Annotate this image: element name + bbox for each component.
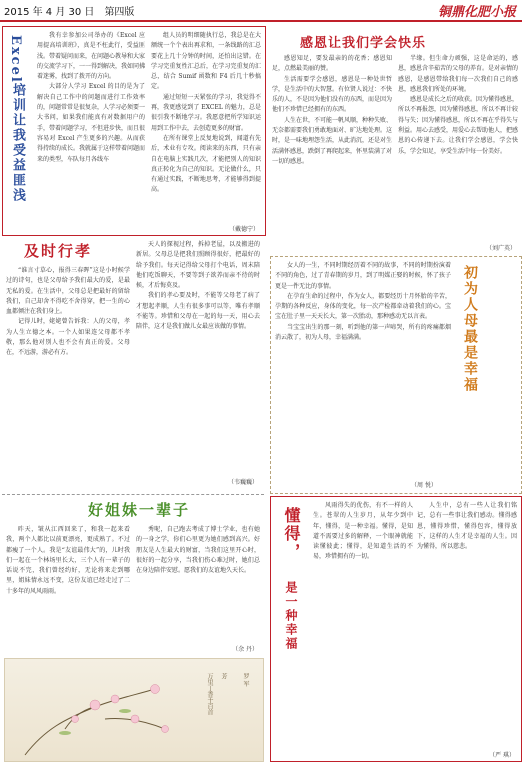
sisters-article bbox=[2, 494, 264, 655]
excel-article-title-2: 培训让我受益匪浅 bbox=[10, 83, 25, 203]
issue-date: 2015 年 4 月 30 日 第四版 bbox=[4, 7, 135, 18]
gratitude-author: （刘广英） bbox=[485, 245, 516, 252]
motherhood-title: 初为人母最是幸福 bbox=[462, 265, 478, 393]
page-header bbox=[0, 0, 522, 22]
understanding-author: （严 琪） bbox=[489, 752, 515, 759]
understanding-title: 懂得， bbox=[282, 507, 301, 561]
painting-image bbox=[4, 658, 264, 762]
understanding-col2: 人生中，总有一些人让我们铭记，总有一些事让我们感动。懂得感恩，懂得珍惜，懂得包容，懂得放下，这样的人生才是幸福的人生。因为懂得，所以慈悲。 bbox=[417, 502, 517, 551]
understanding-title-2: 是一种幸福 bbox=[284, 581, 298, 651]
gratitude-title: 感恩让我们学会快乐 bbox=[300, 36, 427, 51]
sisters-col1: 昨天，皱从江西回来了，和我一起来看我，两个人都比以前更漂亮，更成熟了。不过都瘦了一个人。我是“友谊最伟大”的，儿时我们一起在一个林场里长大，三个人有一辈子的话说不完，我们曾经约好，无论将来走到哪里，姐妹情永远不变，这份友谊已经走过了二十多年的风风雨雨。 bbox=[6, 526, 130, 595]
filial-article bbox=[2, 238, 264, 490]
excel-article-title: Excel bbox=[8, 35, 23, 84]
newspaper-logo: 铜鼎化肥小报 bbox=[437, 5, 516, 20]
gratitude-col1: 感恩知足，要发最亲的的花香；感恩知足，点燃最美丽的赞。 生活需要学会感恩，感恩是一种处世哲学，是生活中的大智慧。有位贤人说过：不快乐的人，不是因为他们没有的东西，而是因为他们不珍惜已经拥有的东西。 人生在世，不可能一帆风顺，种种失败、无奈都需要我们勇敢地面对、旷达地处理。这时，是一味地埋怨生活，从此消沉，还是对生活满怀感恩，跌倒了再爬起来，怀里装满了对一切的感恩。 bbox=[272, 55, 393, 165]
painting-credit: 罗 军 bbox=[242, 673, 249, 687]
gratitude-article bbox=[270, 26, 520, 254]
filial-title: 及时行孝 bbox=[24, 242, 93, 260]
excel-article bbox=[2, 26, 266, 236]
filial-author: （韦巍巍） bbox=[227, 479, 258, 486]
painting-caption: 万里丁香千百首 bbox=[206, 673, 213, 715]
sisters-author: （余 丹） bbox=[232, 646, 258, 653]
sisters-col2: 秀呢，自己跑去考成了博士学业，也有她的一身之学，你们心里更为她们感到高兴。好朋友是人生最大的财富，当我们这里开心时，很好的一起分享，当我们伤心难过时，她们总在身边陪伴安慰。愿我们的友谊地久天长。 bbox=[136, 526, 260, 575]
excel-article-col1: 我有幸参加公司举办的《Excel 应用提高培训班》，真是不枉此行，受益匪浅。带着疑问而来，在问题心教导和大家的交流学习下，一一得到解决，我如同拂着迷雾，找到了拨开的方向。 大部分人学习 Excel 的目的是为了解决自己工作中的问题而进行工作效率的，问题常常是很复杂，人学习必须要一大书问，如果我们能真有对数据用户的手，带着问题学习，不但进步快，而且很容易对 Excel 产生更多的兴趣。从而获得持续的成长。我就属于这样带着问题而来的类型，车队每月各线车 bbox=[37, 32, 146, 163]
filial-col1: “谁言寸草心，报得三春晖”这是小时候学过的诗句，也是父母给予我们最大的爱，是最无私的爱。在生活中，父母总是把最好的留给我们，自己却舍不得吃不舍得穿，把一生的心血都倾注在我们身上。 记得儿时，姥姥曾告诉我：人的父母，孝为人生立德之本。一个人如果连父母都不孝敬，那么他对别人也不会有真正的爱。父母在，不远游，游必有方。 bbox=[6, 267, 130, 357]
gratitude-col2: 半缘。但生命力顽强，这是命运的，感恩，感恩含辛茹苦的父母的养育。是对亲情的感恩，是感恩带给我们每一次我们自己的感恩，感恩我们所处的环境。 感恩是成长之后的收获。因为懂得感恩，所以不再报怨，因为懂得感恩，所以不再计较得与失；因为懂得感恩，所以不再在乎得失与利益。用心去感受，用爱心去帮助他人，把感恩的心传递下去。让我们学会感恩，学会快乐，学会知足，享受生活中每一份美好。 bbox=[398, 55, 519, 155]
motherhood-article bbox=[270, 256, 522, 494]
understanding-article bbox=[270, 496, 522, 762]
sisters-title: 好姐妹一辈子 bbox=[88, 501, 191, 519]
excel-article-col2: 组人员的明细随执行总，我总是在大额统一个个表出再求和，一条线路的汇总要花上几十分钟的时间，还怕出这错。在学习完重复性汇总后，在学习完重复的汇总，结合 Sumif 函数和 F4 后几十秒搞定。 通过短短一天紧张的学习，我觉得不再，我更感觉到了 EXCEL 的魅力，总是很引我不断地学习。我愿意把所学知识运用到工作中去，去创造更多的财富。 在所有课堂上反复地说到，闻道有先后，术业有专攻。阅读来的东西，只有亲自在电脑上实践几次，才能把别人的知识真正转化为自己的知识。无论做什么，只有通过实践，不断地思考，才能够得到提高。 bbox=[151, 32, 261, 194]
painting-caption-2: 芳 bbox=[220, 673, 227, 679]
motherhood-author: （周 悦） bbox=[411, 482, 437, 489]
motherhood-text: 女人的一生，不同时期经历着不同的故事，不同的时期扮演着不同的角色，过了青春期的岁月，到了明媒正娶的时候，怀了孩子更是一件无比的事情。 在孕育生命的过程中，作为女人，都要经历十月怀胎的辛苦，孕期的各种反应，身体的变化，每一次产检都牵动着我们的心。宝宝在肚子里一天天长大，第一次胎动，那种感动无以言表。 当宝宝出生的那一刻，听到他的第一声啼哭，所有的疼痛都烟消云散了，初为人母，幸福满满。 bbox=[275, 262, 451, 342]
understanding-col1: 风雨得失的优伤，有不一样的人生。苍翠的人生岁月，从年少到中年，懂得，是一种幸福。懂得，是知道不需要过多的解释，一个眼神就能读懂彼此；懂得，是知道生活的不易，珍惜拥有的一切。 bbox=[313, 502, 413, 561]
excel-article-author: （戴德宁） bbox=[228, 226, 259, 233]
filial-col2: 天人的探视过程，拆掉老屋，以及搬进的新居。父母总是把我们照顾得很好，把最好的给予我们。每天记得给父母打个电话，周末陪他们吃饭聊天，不要等到子欲养而亲不待的时候，才后悔莫及。 我们的孝心要及时，不能等父母老了病了才想起孝顺，人生有很多事可以等，唯有孝顺不能等。珍惜和父母在一起的每一天，用心去陪伴，这才是我们做儿女最应该做的事情。 bbox=[136, 241, 260, 331]
